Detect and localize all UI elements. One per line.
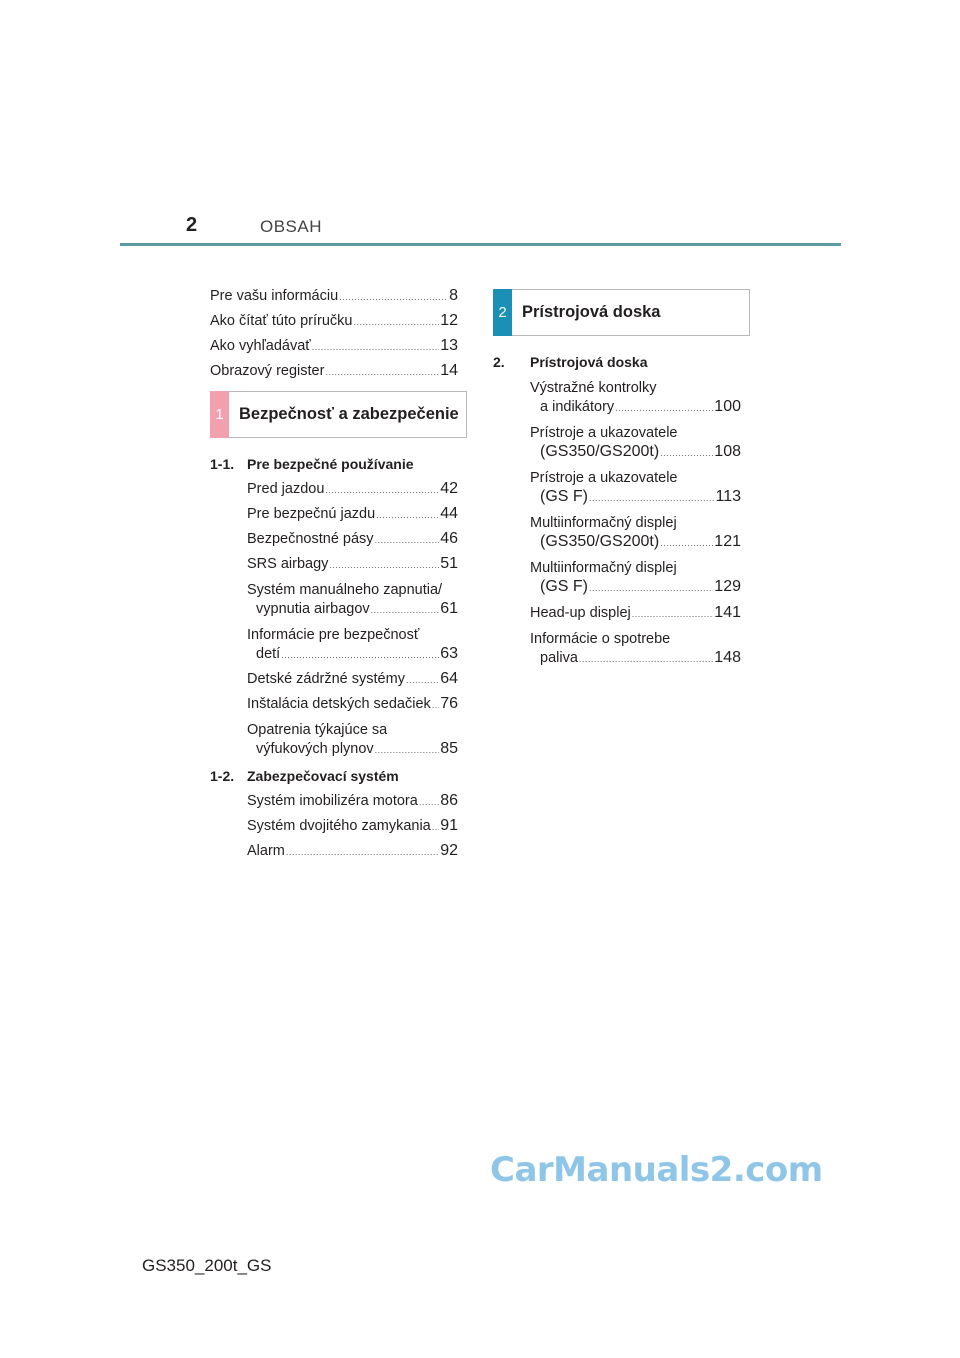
toc-entry-spotreba-paliva[interactable]: paliva ..... 148 bbox=[540, 648, 741, 669]
page-number: 2 bbox=[186, 214, 198, 236]
section-1-number: 1 bbox=[210, 391, 229, 438]
section-2-title: Prístrojová doska bbox=[522, 303, 661, 321]
toc-entry-spotreba-line1: Informácie o spotrebe bbox=[530, 631, 671, 647]
subsection-1-1: 1-1. Pre bezpečné používanie bbox=[210, 456, 414, 472]
section-1-title: Bezpečnosť a zabezpečenie bbox=[239, 405, 459, 423]
toc-entry-vystrazne-line1: Výstražné kontrolky bbox=[530, 380, 657, 396]
toc-entry-pristroje-gsf[interactable]: (GS F) ..... 113 bbox=[540, 487, 741, 508]
toc-entry-bezpecnostne-pasy[interactable]: Bezpečnostné pásy ..... 46 bbox=[247, 529, 458, 550]
toc-entry-dvojite-zamykanie[interactable]: Systém dvojitého zamykania ..... 91 bbox=[247, 816, 458, 837]
section-1-header[interactable] bbox=[210, 391, 467, 438]
toc-entry-pristroje-gs350[interactable]: (GS350/GS200t) ..... 108 bbox=[540, 442, 741, 463]
header-rule bbox=[120, 243, 841, 246]
footer-code: GS350_200t_GS bbox=[142, 1256, 272, 1275]
toc-entry-multiinfo-gs350[interactable]: (GS350/GS200t) ..... 121 bbox=[540, 532, 741, 553]
toc-entry-ako-vyhladavat[interactable]: Ako vyhľadávať ..... 13 bbox=[210, 336, 458, 357]
toc-entry-vyfukove-plyny-line1: Opatrenia týkajúce sa bbox=[247, 722, 388, 738]
toc-entry-instalacia-sedaciek[interactable]: Inštalácia detských sedačiek ..... 76 bbox=[247, 694, 458, 715]
toc-entry-detske-zadrzne[interactable]: Detské zádržné systémy ..... 64 bbox=[247, 669, 458, 690]
toc-entry-head-up-displej[interactable]: Head-up displej ..... 141 bbox=[530, 603, 741, 624]
section-2-header[interactable] bbox=[493, 289, 750, 336]
toc-entry-obrazovy-register[interactable]: Obrazový register ..... 14 bbox=[210, 361, 458, 382]
watermark: CarManuals2.com bbox=[490, 1150, 823, 1190]
toc-entry-deti[interactable]: detí ..... 63 bbox=[256, 644, 458, 665]
toc-entry-ako-citat[interactable]: Ako čítať túto príručku ..... 12 bbox=[210, 311, 458, 332]
toc-entry-pre-bezpecnu-jazdu[interactable]: Pre bezpečnú jazdu ..... 44 bbox=[247, 504, 458, 525]
toc-entry-pristroje-gsf-line1: Prístroje a ukazovatele bbox=[530, 470, 678, 486]
toc-entry-airbag-off[interactable]: vypnutia airbagov ..... 61 bbox=[256, 599, 458, 620]
toc-entry-alarm[interactable]: Alarm ..... 92 bbox=[247, 841, 458, 862]
toc-entry-pred-jazdou[interactable]: Pred jazdou ..... 42 bbox=[247, 479, 458, 500]
toc-entry-multiinfo-gsf[interactable]: (GS F) ..... 129 bbox=[540, 577, 741, 598]
toc-entry-multiinfo-gs350-line1: Multiinformačný displej bbox=[530, 515, 677, 531]
subsection-2: 2. Prístrojová doska bbox=[493, 354, 648, 370]
section-2-number: 2 bbox=[493, 289, 512, 336]
toc-entry-vystrazne-kontrolky[interactable]: a indikátory ..... 100 bbox=[540, 397, 741, 418]
toc-entry-vyfukove-plyny[interactable]: výfukových plynov ..... 85 bbox=[256, 739, 458, 760]
toc-entry-pre-vasu-informaciu[interactable]: Pre vašu informáciu ..... 8 bbox=[210, 286, 458, 307]
toc-entry-deti-line1: Informácie pre bezpečnosť bbox=[247, 627, 420, 643]
subsection-1-2: 1-2. Zabezpečovací systém bbox=[210, 768, 399, 784]
toc-entry-multiinfo-gsf-line1: Multiinformačný displej bbox=[530, 560, 677, 576]
toc-entry-imobilizer[interactable]: Systém imobilizéra motora ..... 86 bbox=[247, 791, 458, 812]
toc-entry-airbag-off-line1: Systém manuálneho zapnutia/ bbox=[247, 582, 443, 598]
page-title: OBSAH bbox=[260, 217, 323, 236]
toc-entry-srs-airbagy[interactable]: SRS airbagy ..... 51 bbox=[247, 554, 458, 575]
toc-entry-pristroje-gs350-line1: Prístroje a ukazovatele bbox=[530, 425, 678, 441]
